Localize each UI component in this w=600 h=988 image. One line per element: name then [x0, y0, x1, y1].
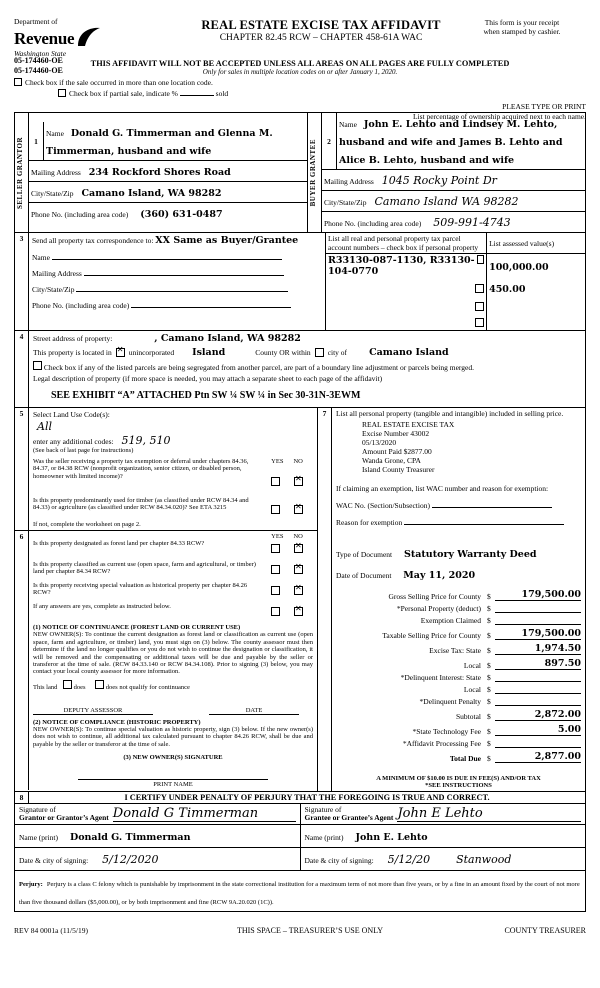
tax-line-label: Total Due	[449, 753, 481, 763]
tax-line-value[interactable]: 179,500.00	[495, 589, 581, 601]
multi-location-checkbox[interactable]	[14, 78, 22, 86]
buyer-name-label: Name	[339, 120, 357, 130]
current-use-yes-checkbox[interactable]	[271, 565, 280, 574]
segregation-checkbox[interactable]	[33, 361, 42, 370]
tax-line: Excise Tax: State $ 1,974.50	[336, 643, 581, 655]
seller-phone-value[interactable]: (360) 631-0487	[140, 209, 223, 221]
tax-line-value[interactable]: 897.50	[495, 658, 581, 670]
tax-line-value[interactable]	[495, 705, 581, 706]
right-column	[318, 408, 586, 791]
additional-codes-label: enter any additional codes:	[33, 437, 114, 447]
reason-exemption-value[interactable]	[404, 524, 564, 525]
perjury-label: Perjury:	[19, 881, 43, 889]
seller-side-label: SELLER GRANTOR	[15, 113, 29, 233]
seller-citystatezip-value[interactable]: Camano Island, WA 98282	[81, 188, 222, 200]
timber-no-checkbox[interactable]	[294, 505, 303, 514]
corr-mailing-value[interactable]	[84, 275, 284, 276]
tax-line: *Delinquent Penalty $	[336, 697, 581, 706]
this-land-label: This land	[33, 683, 58, 691]
stamp-line-2: Excise Number 43002	[362, 428, 430, 438]
tax-line: *Delinquent Interest: State $	[336, 673, 581, 682]
any-yes-row	[33, 603, 313, 621]
reason-exemption-label: Reason for exemption	[336, 517, 403, 527]
buyer-mailing-value[interactable]: 1045 Rocky Point Dr	[381, 174, 497, 188]
tax-line: Gross Selling Price for County $ 179,500.00	[336, 589, 581, 601]
timber-question-row	[33, 497, 313, 519]
new-owner-signature-line[interactable]	[78, 763, 268, 780]
tax-line-value[interactable]	[495, 612, 581, 613]
buyer-phone-value[interactable]: 509-991-4743	[433, 216, 511, 230]
partial-sale-percent[interactable]	[180, 95, 214, 96]
receipt-line-2: when stamped by cashier.	[483, 27, 561, 37]
tax-line: *Personal Property (deduct) $	[336, 604, 581, 613]
grantee-signature-cell	[300, 804, 586, 825]
tax-line-label: *Delinquent Penalty	[419, 696, 481, 706]
does-not-qualify-checkbox[interactable]	[95, 680, 104, 689]
see-instructions-note: *SEE INSTRUCTIONS	[425, 781, 492, 789]
yes-label-5a: YES	[271, 458, 284, 466]
treasurer-space-label: THIS SPACE – TREASURER’S USE ONLY	[236, 926, 384, 936]
notice-continuance-title: (1) NOTICE OF CONTINUANCE (FOREST LAND OR CURRENT USE)	[33, 624, 241, 632]
current-use-question: Is this property classified as current use (open space, farm and agricultural, or timber) land per chapter 84.34 RCW?	[33, 561, 256, 576]
corr-name-value[interactable]	[52, 259, 282, 260]
stamp-line-1: REAL ESTATE EXCISE TAX	[362, 419, 455, 429]
does-label: does	[73, 683, 86, 691]
historic-question: Is this property receiving special valuation as historical property per chapter 84.26 RCW?	[33, 582, 248, 597]
timber-yes-checkbox[interactable]	[271, 505, 280, 514]
receipt-line-1: This form is your receipt	[484, 18, 560, 27]
new-owner-signature-title: (3) NEW OWNER(S) SIGNATURE	[123, 754, 223, 762]
assessed-value-1[interactable]: 100,000.00	[489, 262, 549, 274]
no-label-6: NO	[293, 533, 303, 541]
tax-line: Exemption Claimed $	[336, 616, 581, 625]
street-address-label: Street address of property:	[33, 334, 113, 344]
does-qualify-checkbox[interactable]	[63, 680, 72, 689]
section-6-number: 6	[15, 531, 29, 791]
no-label-5a: NO	[293, 458, 303, 466]
tax-line-label: Local	[463, 660, 481, 670]
document-date-label: Date of Document	[336, 570, 392, 580]
section-3	[14, 233, 586, 331]
partial-sale-row	[14, 87, 586, 111]
assessed-value-2[interactable]: 450.00	[489, 284, 526, 296]
document-type-label: Type of Document	[336, 549, 393, 559]
wac-number-value[interactable]	[432, 507, 552, 508]
historic-yes-checkbox[interactable]	[271, 586, 280, 595]
deputy-date-label[interactable]: DATE	[209, 707, 299, 715]
forest-land-row	[33, 540, 313, 558]
form-title-block	[184, 18, 458, 43]
county-value[interactable]: Island	[192, 347, 226, 359]
grantor-name-print-value[interactable]: Donald G. Timmerman	[69, 832, 191, 844]
dept-line: Department of	[14, 17, 58, 26]
tax-line: Local $	[336, 685, 581, 694]
section-7-number: 7	[318, 408, 332, 791]
buyer-name-value[interactable]: John E. Lehto and Lindsey M. Lehto, husband and wife and James B. Lehto and Alice B. Lehto, husband and wife	[339, 119, 563, 167]
any-yes-instruction: If any answers are yes, complete as instructed below.	[33, 603, 171, 611]
parcel-assessed-block	[326, 233, 586, 331]
historic-row	[33, 582, 313, 600]
corr-name-label: Name	[32, 253, 50, 263]
land-use-selected-mark[interactable]: All	[37, 420, 52, 434]
seller-mailing-value[interactable]: 234 Rockford Shores Road	[88, 167, 231, 179]
grantor-sig-label-1: Signature of	[19, 804, 56, 814]
grantee-date-city-label: Date & city of signing:	[304, 856, 374, 866]
forest-no-checkbox[interactable]	[294, 544, 303, 553]
grantee-sig-label-2: Grantee or Grantee’s Agent	[304, 812, 394, 822]
county-treasurer-label: COUNTY TREASURER	[504, 926, 586, 936]
segregation-note: Check box if any of the listed parcels are being segregated from another parcel, are part of a boundary line adjustment or parcels being merged.	[43, 363, 474, 373]
buyer-citystatezip-label: City/State/Zip	[324, 198, 367, 208]
tax-line-value[interactable]: 5.00	[495, 724, 581, 736]
current-use-row	[33, 561, 313, 579]
tax-correspondence-block	[29, 233, 326, 331]
grantor-date-city-label: Date & city of signing:	[19, 856, 89, 866]
section-3-number: 3	[15, 233, 29, 331]
revenue-logo-icon	[76, 26, 102, 50]
buyer-side-label: BUYER GRANTEE	[308, 113, 322, 233]
multi-location-checkbox-row	[14, 78, 586, 87]
parcel-personal-checkbox-4[interactable]	[475, 318, 484, 327]
perjury-text: Perjury is a class C felony which is punishable by imprisonment in the state correctional institution for a maximum term of not more than five years, or by a fine in an amount fixed by the court of not more than five thousand dollars ($5,000.00), or by both imprisonment and fine (RCW 9A.20.020 (1C)).	[19, 881, 580, 907]
forest-land-question: Is this property designated as forest land per chapter 84.33 RCW?	[33, 540, 205, 548]
seller-block	[29, 113, 308, 233]
located-in-label: This property is located in	[33, 348, 112, 358]
page-title: REAL ESTATE EXCISE TAX AFFIDAVIT	[201, 18, 441, 32]
section-5-body	[29, 408, 318, 531]
multi-location-note: Only for sales in multiple location codes on or after January 1, 2020.	[202, 68, 398, 77]
personal-property-title: List all personal property (tangible and intangible) included in selling price.	[336, 409, 564, 419]
tax-line: Subtotal $ 2,872.00	[336, 709, 581, 721]
tax-line-label: Gross Selling Price for County	[388, 591, 481, 601]
tax-calc-table	[336, 589, 581, 763]
seller-name-value[interactable]: Donald G. Timmerman and Glenna M. Timmerman, husband and wife	[46, 128, 273, 158]
form-number-1: 05-174460-OE	[14, 56, 63, 65]
corr-phone-value[interactable]	[131, 307, 291, 308]
sections-5-6-7	[14, 408, 586, 792]
seller-phone-label: Phone No. (including area code)	[31, 210, 129, 220]
document-type-value[interactable]: Statutory Warranty Deed	[404, 548, 537, 560]
stamp-line-4: Amount Paid $2877.00	[362, 446, 432, 456]
perjury-block	[14, 871, 586, 912]
stamp-line-5: Wanda Grone, CPA	[362, 455, 421, 465]
tax-line-value[interactable]: 2,877.00	[495, 751, 581, 763]
partial-sale-label: Check box if partial sale, indicate %	[69, 89, 178, 99]
corr-mailing-label: Mailing Address	[32, 269, 82, 279]
page-footer	[14, 926, 586, 935]
percentage-note: List percentage of ownership acquired next to each name.	[412, 112, 586, 121]
legal-description-value[interactable]: SEE EXHIBIT “A” ATTACHED Ptn SW ¼ SW ¼ in Sec 30-31N-3EWM	[51, 390, 361, 402]
grantor-signature-cell	[15, 804, 301, 825]
tax-line-value[interactable]	[495, 747, 581, 748]
parcel-personal-checkbox-3[interactable]	[475, 302, 484, 311]
section-2-number: 2	[322, 113, 337, 170]
stamp-line-6: Island County Treasurer	[362, 464, 435, 474]
tax-line-label: Subtotal	[455, 711, 481, 721]
current-use-no-checkbox[interactable]	[294, 565, 303, 574]
city-value[interactable]: Camano Island	[369, 347, 449, 359]
exemption-question-row	[33, 458, 313, 491]
street-address-value[interactable]: , Camano Island, WA 98282	[154, 333, 301, 345]
worksheet-note: If not, complete the worksheet on page 2.	[33, 521, 141, 529]
notice-continuance-body: NEW OWNER(S): To continue the current designation as forest land or classification as current use (open space, farm and agriculture, or timber) land, you must sign on (3) below. The county assessor must then determine if the land no longer qualifies or you do not wish to continue the designation or classification, it will be removed and the compensating or additional taxes will be due and payable by the seller or transferor at the time of sale. (RCW 84.33.140 or RCW 84.34.108). Prior to signing (3) below, you may contact your local county assessor for more information.	[33, 631, 313, 676]
unincorporated-label: unincorporated	[128, 348, 175, 358]
form-number-2: 05-174460-OE	[14, 66, 63, 76]
parcel-personal-checkbox-1[interactable]	[477, 255, 484, 264]
see-back-note: (See back of last page for instructions)	[33, 447, 134, 455]
rev-number: REV 84 0001a (11/5/19)	[14, 926, 88, 936]
parties-table	[14, 112, 586, 233]
buyer-phone-label: Phone No. (including area code)	[324, 219, 422, 229]
wac-number-label: WAC No. (Section/Subsection)	[336, 500, 430, 510]
partial-sale-checkbox[interactable]	[58, 89, 66, 97]
city-checkbox[interactable]	[315, 348, 324, 357]
county-or-label: County OR within	[255, 348, 311, 358]
multi-location-label: Check box if the sale occurred in more than one location code.	[25, 78, 213, 88]
tax-line: Taxable Selling Price for County $ 179,500.00	[336, 628, 581, 640]
tax-line-label: Exemption Claimed	[420, 615, 481, 625]
tax-line-label: *Delinquent Interest: State	[400, 672, 481, 682]
correspondence-label: Send all property tax correspondence to:	[32, 236, 154, 246]
page-header	[14, 18, 586, 58]
tax-line-label: *Personal Property (deduct)	[396, 603, 481, 613]
any-yes-checkbox[interactable]	[271, 607, 280, 616]
tax-line-label: Taxable Selling Price for County	[382, 630, 481, 640]
historic-no-checkbox[interactable]	[294, 586, 303, 595]
any-no-checkbox[interactable]	[294, 607, 303, 616]
exemption-claim-label: If claiming an exemption, list WAC number and reason for exemption:	[336, 483, 549, 493]
grantee-name-print-value[interactable]: John E. Lehto	[355, 832, 428, 844]
grantee-date-value[interactable]: 5/12/20	[387, 853, 431, 867]
tax-line-label: *Affidavit Processing Fee	[402, 738, 481, 748]
timber-question: Is this property predominantly used for timber (as classified under RCW 84.34 and 84.33) or agriculture (as classified under RCW 84.34.020)? See ETA 3215	[33, 497, 249, 512]
city-of-label: city of	[327, 348, 348, 358]
tax-line: *State Technology Fee $ 5.00	[336, 724, 581, 736]
additional-codes-value[interactable]: 519, 510	[121, 434, 171, 448]
tax-line-value[interactable]: 1,974.50	[495, 643, 581, 655]
notice-compliance-body: NEW OWNER(S): To continue special valuation as historic property, sign (3) below. If the new owner(s) does not wish to continue, all additional tax calculated pursuant to chapter 84.26 RCW, shall be due and payable by the seller or transferor at the time of sale.	[33, 725, 313, 748]
tax-line-label: *State Technology Fee	[412, 726, 481, 736]
buyer-block	[322, 113, 586, 233]
corr-citystatezip-label: City/State/Zip	[32, 285, 75, 295]
parcel-header: List all real and personal property tax parcel account numbers – check box if personal property	[326, 233, 487, 254]
tax-line-value[interactable]	[495, 681, 581, 682]
section-4-number: 4	[15, 331, 29, 408]
grantee-name-print-label: Name (print)	[304, 833, 344, 843]
tax-line: Total Due $ 2,877.00	[336, 751, 581, 763]
parcel-value-1[interactable]: R33130-087-1130, R33130-104-0770	[328, 255, 475, 278]
parcel-personal-checkbox-2[interactable]	[475, 284, 484, 293]
seller-mailing-label: Mailing Address	[31, 168, 81, 178]
buyer-citystatezip-value[interactable]: Camano Island WA 98282	[374, 195, 519, 209]
does-not-label: does not qualify for continuance	[105, 683, 190, 691]
agency-block	[14, 18, 184, 58]
minimum-fee-note: A MINIMUM OF $10.00 IS DUE IN FEE(S) AND/OR TAX	[376, 774, 541, 782]
corr-citystatezip-value[interactable]	[76, 291, 288, 292]
document-date-value[interactable]: May 11, 2020	[403, 569, 476, 581]
form-subtitle: CHAPTER 82.45 RCW – CHAPTER 458-61A WAC	[219, 33, 423, 43]
sold-label: sold	[215, 89, 229, 99]
section-4	[14, 331, 586, 408]
tax-line-value[interactable]	[495, 693, 581, 694]
exemption-question: Was the seller receiving a property tax exemption or deferral under chapters 84.36, 84.37, or 84.38 RCW (nonprofit organization, senior citizen, or disabled person, homeowner with limited income)?	[33, 458, 249, 480]
section-5-number: 5	[15, 408, 29, 531]
tax-line-value[interactable]: 179,500.00	[495, 628, 581, 640]
seller-name-label: Name	[46, 129, 64, 139]
revenue-wordmark: Revenue	[14, 28, 75, 48]
certify-statement: I CERTIFY UNDER PENALTY OF PERJURY THAT THE FOREGOING IS TRUE AND CORRECT.	[29, 792, 586, 804]
unincorporated-checkbox[interactable]	[116, 348, 125, 357]
signature-table	[14, 804, 586, 872]
grantor-signature-value[interactable]: Donald G Timmerman	[113, 806, 296, 822]
grantor-date-value[interactable]: 5/12/2020	[102, 853, 159, 867]
section-8-number: 8	[15, 792, 29, 804]
legal-description-note: Legal description of property (if more space is needed, you may attach a separate sheet to each page of the affidavit)	[33, 374, 383, 384]
yes-label-6: YES	[271, 533, 284, 541]
tax-line-label: Excise Tax: State	[429, 645, 481, 655]
stamp-line-3: 05/13/2020	[362, 437, 397, 447]
section-7-body	[332, 408, 586, 791]
tax-line: Local $ 897.50	[336, 658, 581, 670]
receipt-note	[458, 18, 586, 37]
tax-line-label: Local	[463, 684, 481, 694]
notice-compliance-title: (2) NOTICE OF COMPLIANCE (HISTORIC PROPERTY)	[33, 718, 201, 726]
forest-yes-checkbox[interactable]	[271, 544, 280, 553]
type-or-print: PLEASE TYPE OR PRINT	[502, 102, 586, 111]
section-6-body	[29, 531, 318, 791]
grantee-signature-value[interactable]: John E Lehto	[397, 806, 581, 822]
grantor-name-print-label: Name (print)	[19, 833, 58, 843]
grantee-sig-label-1: Signature of	[304, 804, 342, 814]
land-use-title: Select Land Use Code(s):	[33, 410, 110, 420]
fully-completed-notice: THIS AFFIDAVIT WILL NOT BE ACCEPTED UNLESS ALL AREAS ON ALL PAGES ARE FULLY COMPLETED	[90, 59, 510, 69]
state-line: Washington State	[14, 49, 67, 59]
section-8	[14, 792, 586, 804]
tax-line: *Affidavit Processing Fee $	[336, 739, 581, 748]
same-as-buyer-value[interactable]: XX Same as Buyer/Grantee	[155, 235, 299, 247]
left-column	[15, 408, 318, 791]
section-1-number: 1	[29, 122, 44, 161]
print-name-label: PRINT NAME	[153, 781, 193, 789]
seller-citystatezip-label: City/State/Zip	[31, 189, 74, 199]
deputy-assessor-label[interactable]: DEPUTY ASSESSOR	[33, 707, 153, 715]
tax-line-value[interactable]: 2,872.00	[495, 709, 581, 721]
assessed-header: List assessed value(s)	[487, 233, 585, 254]
buyer-mailing-label: Mailing Address	[324, 177, 374, 187]
corr-phone-label: Phone No. (including area code)	[32, 301, 130, 311]
grantee-city-value[interactable]: Stanwood	[456, 853, 512, 867]
tax-line-value[interactable]	[495, 624, 581, 625]
exemption-no-checkbox[interactable]	[294, 477, 303, 486]
form-numbers	[14, 56, 63, 77]
grantor-sig-label-2: Grantor or Grantor’s Agent	[19, 812, 109, 822]
exemption-yes-checkbox[interactable]	[271, 477, 280, 486]
